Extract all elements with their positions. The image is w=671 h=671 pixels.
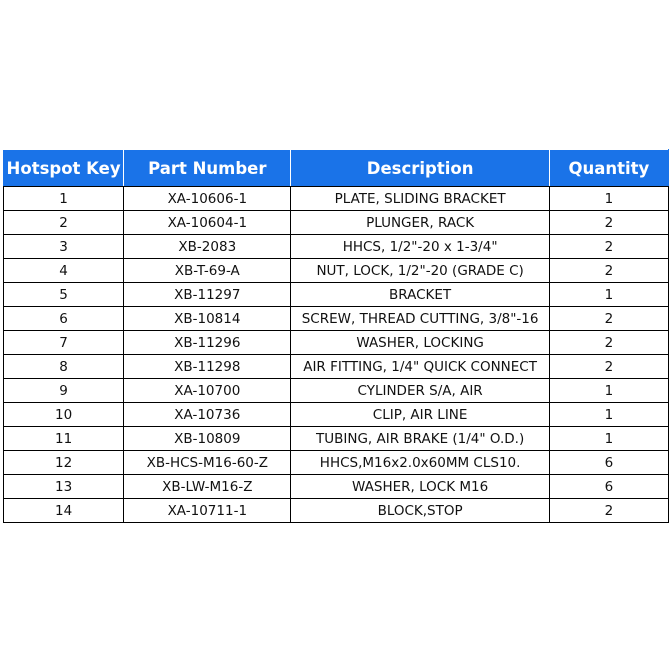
cell-hotspot-key: 12	[4, 451, 124, 475]
cell-hotspot-key: 8	[4, 355, 124, 379]
cell-description: BLOCK,STOP	[291, 499, 549, 523]
header-hotspot-key: Hotspot Key	[4, 150, 124, 187]
cell-description: HHCS,M16x2.0x60MM CLS10.	[291, 451, 549, 475]
header-description: Description	[291, 150, 549, 187]
cell-quantity: 1	[549, 427, 668, 451]
cell-quantity: 1	[549, 403, 668, 427]
parts-table	[3, 149, 669, 523]
cell-description: AIR FITTING, 1/4" QUICK CONNECT	[291, 355, 549, 379]
cell-quantity: 2	[549, 307, 668, 331]
cell-hotspot-key: 1	[4, 187, 124, 211]
cell-description: PLATE, SLIDING BRACKET	[291, 187, 549, 211]
cell-description: BRACKET	[291, 283, 549, 307]
cell-quantity: 2	[549, 211, 668, 235]
cell-quantity: 1	[549, 379, 668, 403]
cell-hotspot-key: 13	[4, 475, 124, 499]
cell-hotspot-key: 9	[4, 379, 124, 403]
cell-part-number: XA-10604-1	[124, 211, 291, 235]
cell-part-number: XB-2083	[124, 235, 291, 259]
cell-part-number: XB-10814	[124, 307, 291, 331]
cell-part-number: XB-LW-M16-Z	[124, 475, 291, 499]
cell-hotspot-key: 5	[4, 283, 124, 307]
table-row	[4, 211, 669, 235]
cell-hotspot-key: 3	[4, 235, 124, 259]
table-row	[4, 331, 669, 355]
cell-quantity: 6	[549, 451, 668, 475]
cell-part-number: XA-10606-1	[124, 187, 291, 211]
cell-quantity: 6	[549, 475, 668, 499]
table-row	[4, 355, 669, 379]
cell-description: NUT, LOCK, 1/2"-20 (GRADE C)	[291, 259, 549, 283]
cell-description: CLIP, AIR LINE	[291, 403, 549, 427]
cell-hotspot-key: 6	[4, 307, 124, 331]
cell-hotspot-key: 10	[4, 403, 124, 427]
table-row	[4, 307, 669, 331]
table-row	[4, 475, 669, 499]
cell-quantity: 2	[549, 355, 668, 379]
cell-quantity: 2	[549, 331, 668, 355]
table-row	[4, 499, 669, 523]
header-quantity: Quantity	[549, 150, 668, 187]
cell-hotspot-key: 14	[4, 499, 124, 523]
table-body	[4, 187, 669, 523]
cell-description: WASHER, LOCKING	[291, 331, 549, 355]
cell-part-number: XA-10700	[124, 379, 291, 403]
table-row	[4, 451, 669, 475]
cell-hotspot-key: 4	[4, 259, 124, 283]
cell-hotspot-key: 11	[4, 427, 124, 451]
cell-description: CYLINDER S/A, AIR	[291, 379, 549, 403]
cell-hotspot-key: 7	[4, 331, 124, 355]
cell-quantity: 1	[549, 283, 668, 307]
cell-part-number: XB-11297	[124, 283, 291, 307]
table-row	[4, 259, 669, 283]
cell-quantity: 2	[549, 235, 668, 259]
cell-part-number: XB-11298	[124, 355, 291, 379]
cell-description: PLUNGER, RACK	[291, 211, 549, 235]
header-part-number: Part Number	[124, 150, 291, 187]
table-row	[4, 379, 669, 403]
cell-description: TUBING, AIR BRAKE (1/4" O.D.)	[291, 427, 549, 451]
cell-quantity: 1	[549, 187, 668, 211]
table-row	[4, 283, 669, 307]
table-row	[4, 235, 669, 259]
table-header	[4, 150, 669, 187]
table-row	[4, 427, 669, 451]
cell-part-number: XB-10809	[124, 427, 291, 451]
cell-quantity: 2	[549, 259, 668, 283]
cell-part-number: XB-T-69-A	[124, 259, 291, 283]
cell-description: HHCS, 1/2"-20 x 1-3/4"	[291, 235, 549, 259]
cell-part-number: XB-11296	[124, 331, 291, 355]
header-row	[4, 150, 669, 187]
cell-part-number: XA-10711-1	[124, 499, 291, 523]
table-row	[4, 403, 669, 427]
cell-quantity: 2	[549, 499, 668, 523]
table-row	[4, 187, 669, 211]
cell-part-number: XA-10736	[124, 403, 291, 427]
cell-part-number: XB-HCS-M16-60-Z	[124, 451, 291, 475]
cell-hotspot-key: 2	[4, 211, 124, 235]
cell-description: WASHER, LOCK M16	[291, 475, 549, 499]
cell-description: SCREW, THREAD CUTTING, 3/8"-16	[291, 307, 549, 331]
